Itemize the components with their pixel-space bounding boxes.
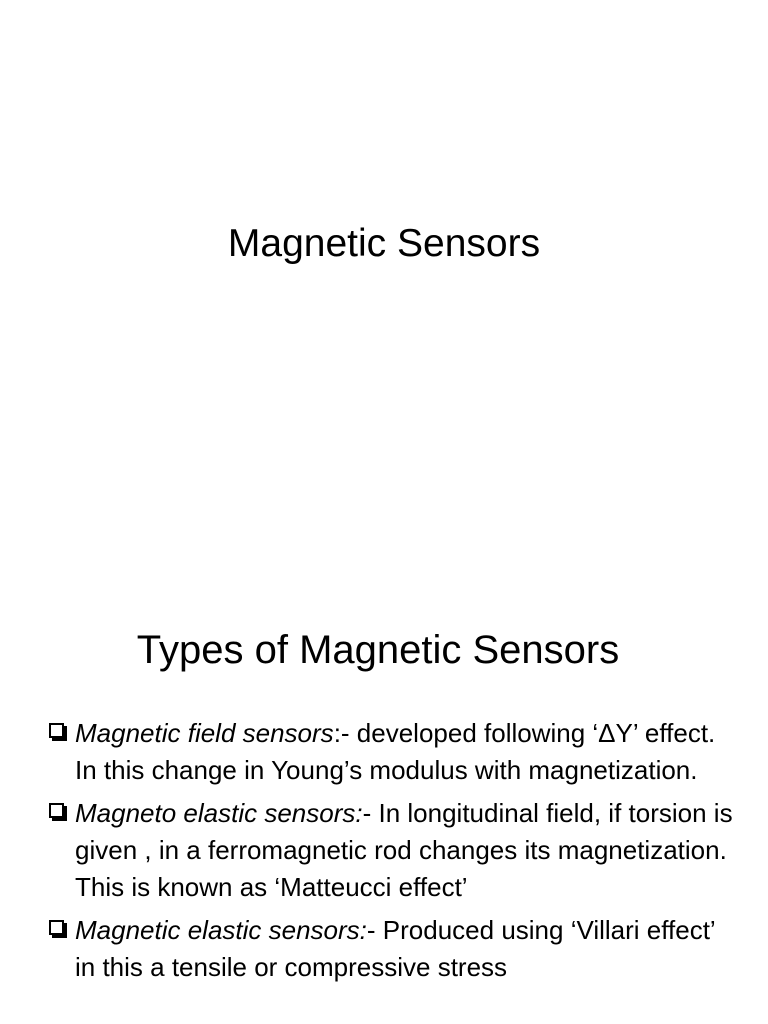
checkbox-bullet-icon xyxy=(49,803,64,818)
bullet-separator: - xyxy=(366,915,383,945)
checkbox-bullet-icon xyxy=(49,723,64,738)
bullet-list xyxy=(46,715,736,992)
list-item xyxy=(46,795,736,906)
slide-title: Magnetic Sensors xyxy=(227,222,541,265)
list-item xyxy=(46,715,736,789)
checkbox-bullet-icon xyxy=(49,920,64,935)
bullet-term: Magnetic field sensors xyxy=(75,718,334,748)
section-heading: Types of Magnetic Sensors xyxy=(136,628,620,672)
bullet-text: In longitudinal field, if torsion is given , in a ferromagnetic rod changes its magnetization. This is known as ‘Matteucci effect’ xyxy=(75,798,733,902)
bullet-term: Magneto elastic sensors: xyxy=(75,798,363,828)
list-item xyxy=(46,912,736,986)
bullet-term: Magnetic elastic sensors: xyxy=(75,915,367,945)
bullet-separator: :- xyxy=(333,718,357,748)
bullet-separator: - xyxy=(362,798,379,828)
bullet-text: Produced using ‘Villari effect’ in this a tensile or compressive stress xyxy=(75,915,715,982)
bullet-text: developed following ‘ΔY’ effect. In this change in Young’s modulus with magnetization. xyxy=(75,718,716,785)
